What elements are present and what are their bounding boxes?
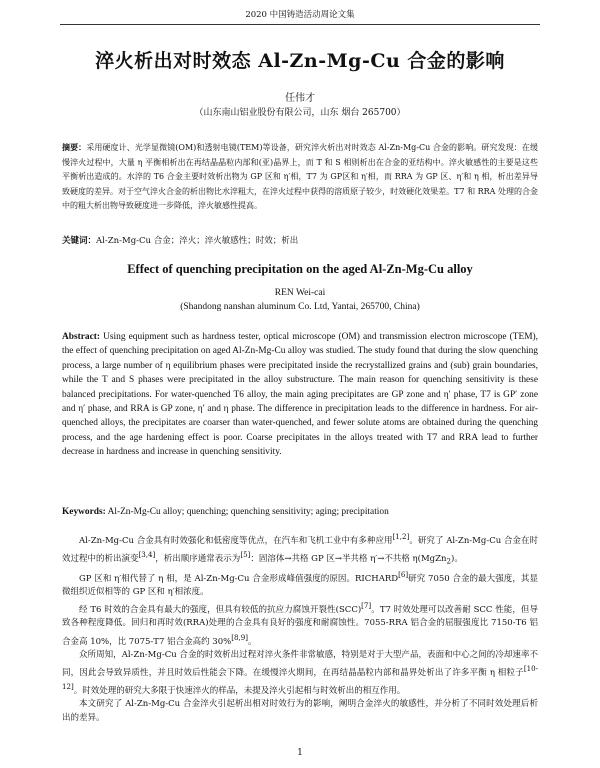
cn-keywords-text: Al-Zn-Mg-Cu 合金；淬火；淬火敏感性；时效；析出 — [96, 236, 299, 246]
cn-keywords — [62, 234, 538, 246]
en-abstract-label: Abstract: — [62, 332, 101, 342]
en-keywords — [62, 507, 538, 517]
body-paragraph-1: Al-Zn-Mg-Cu 合金具有时效强化和低密度等优点，在汽车和飞机工业中有多种应用[1,2]。研究了 Al-Zn-Mg-Cu 合金在时效过程中的析出演变[3,4]，析出顺序通常表示为[5]：固溶体→共格 GP 区→半共格 η′→不共格 η(MgZn$_2$)。 — [62, 532, 538, 566]
page-number: 1 — [297, 748, 303, 758]
citation: [7] — [361, 601, 372, 611]
body-paragraph-4: 众所周知，Al-Zn-Mg-Cu 合金的时效析出过程对淬火条件非常敏感，特别是对于大型产品，表面和中心之间的冷却速率不同，因此会导致异质性，并且时效后性能会下降。在缓慢淬火期间，在再结晶晶粒内部和晶界处析出了许多平衡 η 相粒子[10-12]。时效处理的研究大多限于快速淬火的样品，未提及淬火引起相与时效析出的相互作用。 — [62, 649, 538, 697]
body-paragraph-3: 经 T6 时效的合金具有最大的强度，但具有较低的抗应力腐蚀开裂性(SCC)[7]。T7 时效处理可以改善耐 SCC 性能，但导致各种程度降低。回归和再时效(RRA)处理的合金具有良好的强度和耐腐蚀性。7055-RRA 铝合金的屈服强度比 7150-T6 铝合金高 10%，比 7075-T7 铝合金高约 30%[8,9]。 — [62, 601, 538, 647]
citation: [1,2] — [392, 532, 410, 541]
header-rule — [60, 24, 540, 25]
citation: [8,9] — [231, 632, 248, 642]
citation: [3,4] — [138, 550, 156, 560]
body-paragraph-5: 本文研究了 Al-Zn-Mg-Cu 合金淬火引起析出相对时效行为的影响，阐明合金淬火的敏感性，并分析了不同时效处理后析出的差异。 — [62, 699, 538, 723]
cn-affiliation: （山东南山铝业股份有限公司，山东 烟台 265700） — [194, 108, 406, 118]
citation: [5] — [240, 550, 251, 560]
en-keywords-label: Keywords: — [62, 507, 106, 517]
en-title: Effect of quenching precipitation on the aged Al-Zn-Mg-Cu alloy — [127, 262, 473, 276]
cn-keywords-label: 关键词： — [62, 236, 97, 246]
cn-abstract-text: 采用硬度计、光学显微镜(OM)和透射电镜(TEM)等设备，研究淬火析出对时效态 Al-Zn-Mg-Cu 合金的影响。研究发现：在缓慢淬火过程中，大量 η 平衡相析出在再结晶晶粒内部和(亚)晶界上，而 T 和 S 相则析出在合金的亚结构中。淬火敏感性的主要是这些平衡析出造成的。水淬的 T6 合金主要时效析出物为 GP 区和 η′相，T7 为 GP区和 η′相，而 RRA 为 GP 区、η′和 η 相，析出差异导致硬度的差异。对于空气淬火合金的析出物比水淬粗大，在淬火过程中获得的溶质原子较少，时效硬化效果差。T7 和 RRA 处理的合金中的粗大析出物导致硬度进一步降低，淬火敏感性提高。 — [62, 143, 538, 211]
cn-abstract — [62, 140, 538, 214]
citation: [10-12] — [62, 664, 538, 692]
en-keywords-text: Al-Zn-Mg-Cu alloy; quenching; quenching sensitivity; aging; precipitation — [107, 507, 389, 517]
cn-author: 任伟才 — [285, 93, 315, 104]
cn-abstract-label: 摘要： — [62, 142, 87, 152]
citation: [6] — [398, 569, 409, 579]
en-abstract-text: Using equipment such as hardness tester, optical microscope (OM) and transmission electron microscope (TEM), the effect of quenching precipitation on aged Al-Zn-Mg-Cu alloy was studied. The study found that during the slow quenching process, a large number of η equilibrium phases were precipitated inside the recrystallized grains and (sub) grain boundaries, while the T and S phases were precipitated in the alloy substructure. The main reason for quenching sensitivity is these balanced precipitations. For water-quenched T6 alloy, the main aging precipitates are GP zone and η′ phase, T7 is GP′ zone and η′ phase, and RRA is GP zone, η′ and η phase. The difference in precipitation leads to the difference in hardness. For air-quenched alloys, the precipitates are coarser than water-quenched, and fewer solute atoms are obtained during the quenching process, and the age hardening effect is poor. Coarse precipitates in the alloys treated with T7 and RRA lead to further decrease in hardness and increase in quenching sensitivity. — [62, 332, 539, 458]
en-author: REN Wei-cai — [274, 288, 326, 298]
en-affiliation: (Shandong nanshan aluminum Co. Ltd, Yantai, 265700, China) — [180, 302, 420, 312]
en-abstract — [62, 330, 538, 460]
cn-title: 淬火析出对时效态 Al-Zn-Mg-Cu 合金的影响 — [95, 50, 505, 72]
running-header: 2020 中国铸造活动周论文集 — [245, 10, 355, 20]
body-paragraph-2: GP 区和 η′相代替了 η 相，是 Al-Zn-Mg-Cu 合金形成峰值强度的原因。RICHARD[6]研究 7050 合金的最大强度，其显微组织近似相等的 GP 区和 η′相浓度。 — [62, 569, 538, 598]
body-text — [62, 530, 538, 725]
